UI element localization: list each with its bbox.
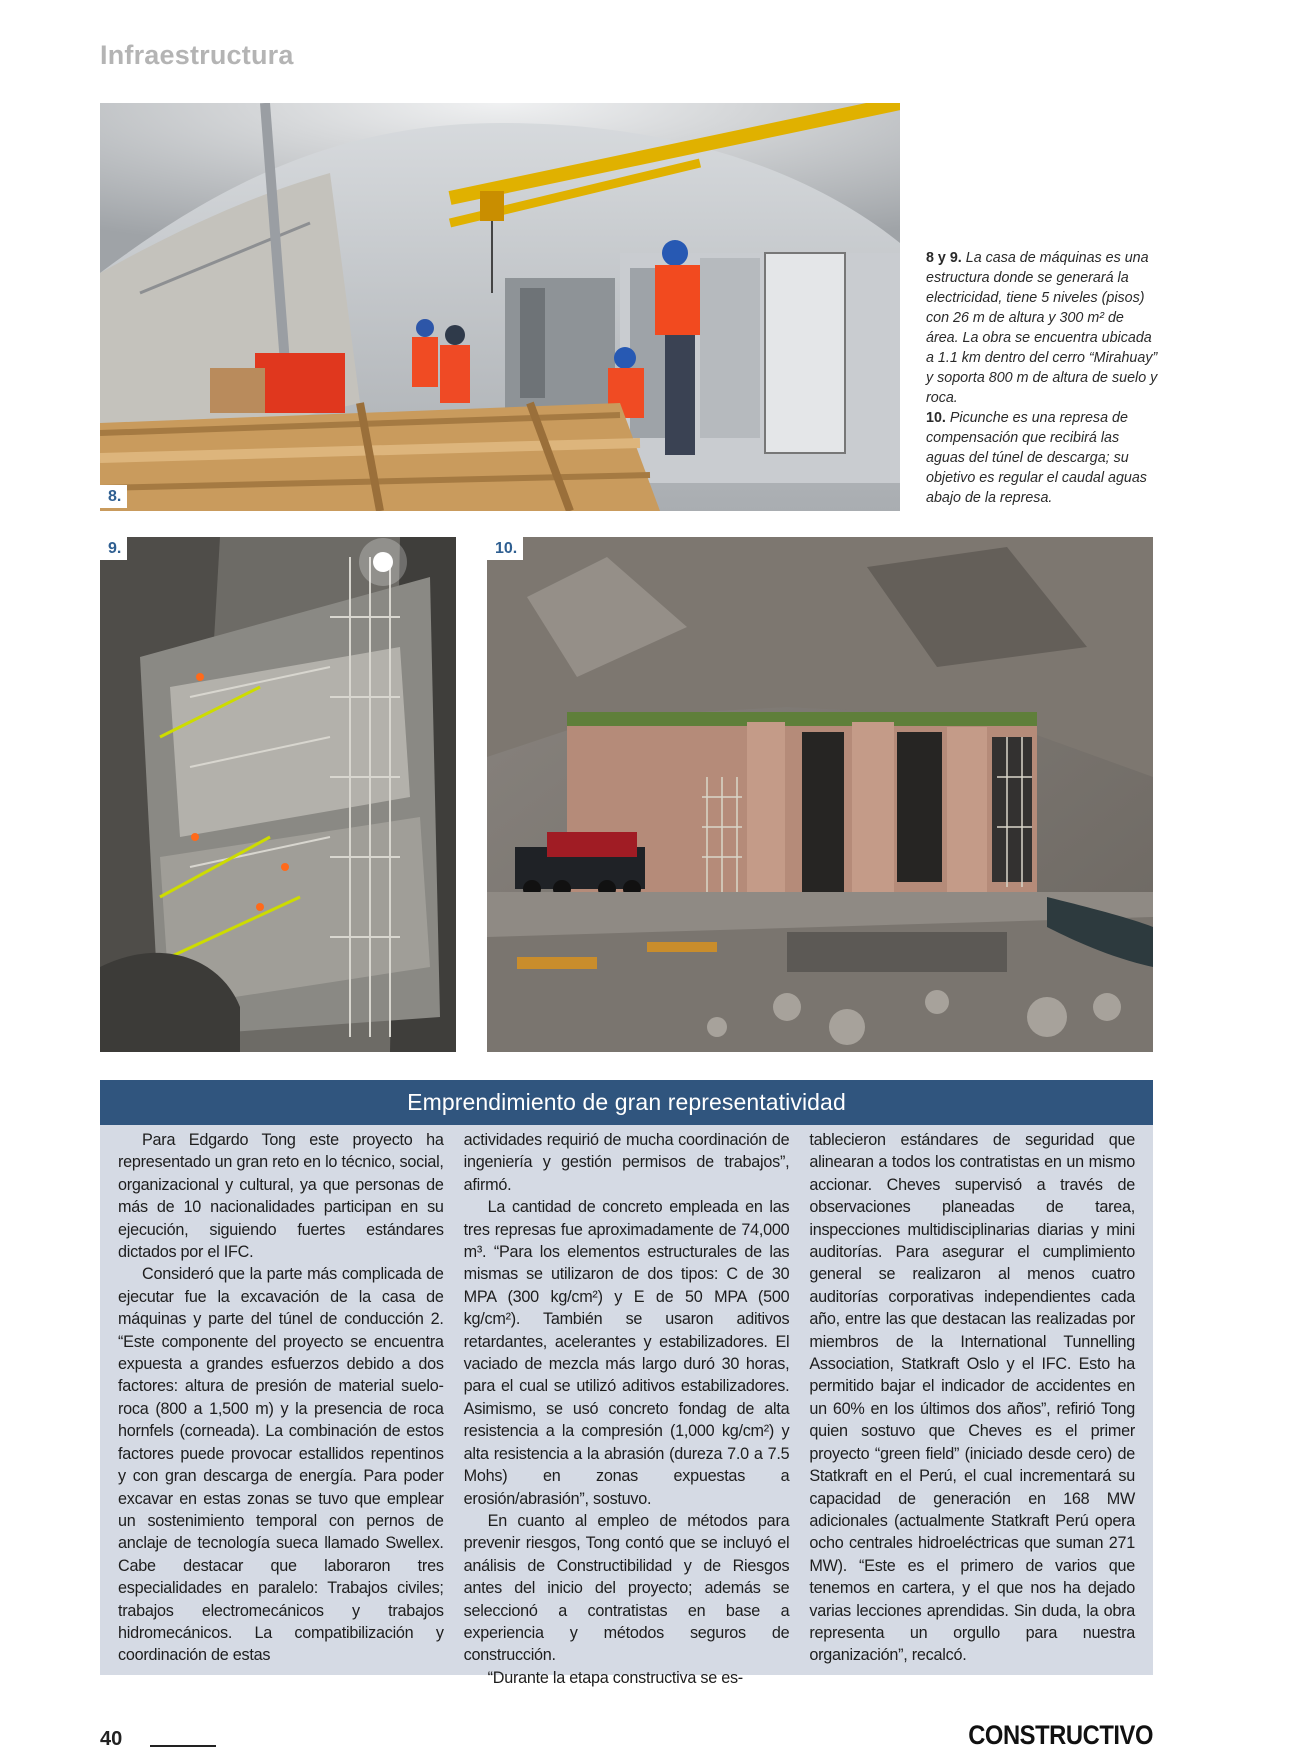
photo-10-tag: 10. [487,537,523,560]
section-label: Infraestructura [100,40,294,70]
paragraph: La cantidad de concreto empleada en las tres represas fue aproximadamente de 74,000 m³. “Para los elementos estructurales de las mismas se utilizaron de dos tipos: C de 30 MPA (300 kg/cm²) y E de 50 MPA (500 kg/cm²). También se usaron aditivos retardantes, acelerantes y estabilizadores. El vaciado de mezcla más largo duró 30 horas, para el cual se utilizó aditivos estabilizadores. Asimismo, se usó concreto fondag de alta resistencia a la compresión (1,000 kg/cm²) y alta resistencia a la abrasión (dureza 7.0 a 7.5 Mohs) en zonas expuestas a erosión/abrasión”, sostuvo. [463,1198,790,1508]
page-number-rule [150,1745,216,1747]
box-title: Emprendimiento de gran representatividad [100,1080,1153,1125]
paragraph: tablecieron estándares de seguridad que alinearan a todos los contratistas en un mismo accionar. Cheves supervisó a través de observaciones planeadas de tarea, inspecciones multidisciplinarias diarias y mini auditorías. Para asegurar el cumplimiento general se realizaron al menos cuatro auditorías corporativas independientes cada año, entre las que destacan las realizadas por miembros de la International Tunnelling Association, Statkraft Oslo y el IFC. Esto ha permitido bajar el indicador de accidentes en un 60% en los últimos dos años”, refirió Tong quien sostuvo que Cheves es el primer proyecto “green field” (iniciado desde cero) de Statkraft en el Perú, el cual incrementará su capacidad de generación en 168 MW adicionales (actualmente Statkraft Perú opera ocho centrales hidroeléctricas que suman 271 MW). “Este es el primero de varios que tenemos en cartera, y el que nos ha dejado varias lecciones aprendidas. Sin duda, la obra representa un orgullo para nuestra organización”, recalcó. [809,1131,1136,1665]
box-columns [100,1125,1153,1689]
photo-caption [926,248,1158,508]
paragraph: “Durante la etapa constructiva se es- [487,1668,743,1687]
column-2 [464,1129,790,1689]
page-number: 40 [100,1728,123,1750]
column-1 [118,1129,444,1689]
photo-cavern-image [100,537,456,1052]
photo-picunche-dam [487,537,1153,1052]
magazine-brand: CONSTRUCTIVO [968,1720,1153,1750]
paragraph: En cuanto al empleo de métodos para prevenir riesgos, Tong contó que se incluyó el análisis de Constructibilidad y de Riesgos antes del inicio del proyecto; además se seleccionó a contratistas en base a experiencia y métodos seguros de construcción. [463,1511,790,1665]
photo-dam-image [487,537,1153,1052]
caption-ref-10: 10. [926,410,946,426]
photo-powerhouse-interior [100,103,900,511]
caption-ref-8-9: 8 y 9. [926,250,962,266]
caption-text-8-9: La casa de máquinas es una estructura donde se generará la electricidad, tiene 5 niveles (pisos) con 26 m de altura y 300 m² de área. La obra se encuentra ubicada a 1.1 km dentro del cerro “Mirahuay” y soporta 800 m de altura de suelo y roca. [926,250,1158,406]
photo-9-tag: 9. [100,537,127,560]
photo-powerhouse-image [100,103,900,511]
caption-text-10: Picunche es una represa de compensación que recibirá las aguas del túnel de descarga; su objetivo es regular el caudal aguas abajo de la represa. [926,410,1147,506]
paragraph: Consideró que la parte más complicada de ejecutar fue la excavación de la casa de máquinas y parte del túnel de conducción 2. “Este componente del proyecto se encuentra expuesta a grandes esfuerzos debido a dos factores: altura de presión de material suelo-roca (800 a 1,500 m) y la presencia de roca hornfels (corneada). La combinación de estos factores puede provocar estallidos repentinos y con gran descarga de energía. Para poder excavar en estas zonas se tuvo que emplear un sostenimiento temporal con pernos de anclaje de tecnología sueca llamado Swellex. Cabe destacar que laboraron tres especialidades en paralelo: Trabajos civiles; trabajos electromecánicos y trabajos hidromecánicos. La compatibilización y coordinación de estas [118,1265,444,1665]
photo-cavern-excavation [100,537,456,1052]
sidebar-box [100,1080,1153,1687]
paragraph: actividades requirió de mucha coordinación de ingeniería y gestión permisos de trabajos”, afirmó. [463,1131,790,1194]
column-3 [809,1129,1135,1689]
photo-8-tag: 8. [100,485,127,508]
paragraph: Para Edgardo Tong este proyecto ha representado un gran reto en lo técnico, social, organizacional y cultural, ya que personas de más de 10 nacionalidades participan en su ejecución, siguiendo fuertes estándares dictados por el IFC. [118,1131,444,1262]
